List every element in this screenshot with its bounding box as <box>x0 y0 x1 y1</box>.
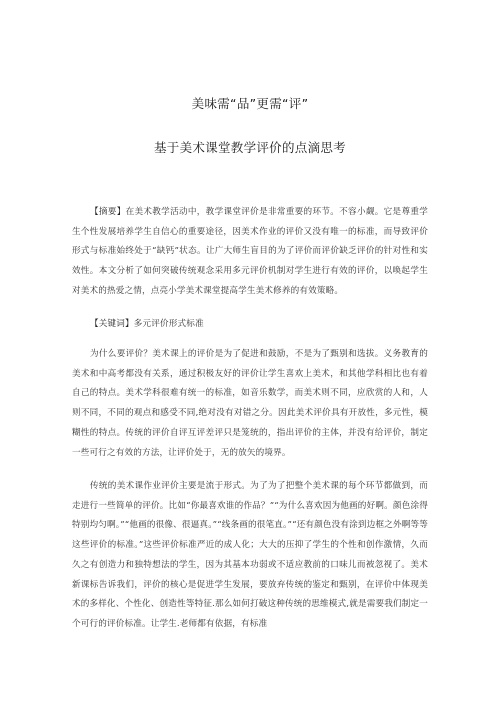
abstract-paragraph <box>72 203 428 302</box>
document-subtitle: 基于美术课堂教学评价的点滴思考 <box>153 140 346 155</box>
abstract-label: 【摘要】 <box>90 207 126 217</box>
body-paragraph-2 <box>72 477 428 635</box>
abstract-section <box>72 203 428 302</box>
paragraph-text: 为什么要评价？美术课上的评价是为了促进和鼓励，不是为了甄别和选拔。义务教育的美术和中高考都没有关系，通过积极友好的评价让学生喜欢上美术，和其他学科相比也有着自己的特点。美术学科很难有统一的标准，如音乐数学，而美术则不同，应欣赏的人和，人则不同，不同的观点和感受不同,绝对没有对错之分。因此美术评价具有开放性，多元性，模糊性的特点。传统的评价自评互评差评只是笼统的，指出评价的主体，并没有给评价，制定一些可行之有效的方法，让评价处于，无的放矢的境界。 <box>72 349 428 458</box>
paragraph-text: 传统的美术课作业评价主要是流于形式。为了为了把整个美术课的每个环节都做到，而走进行一些简单的评价。比如“你最喜欢谁的作品？”“为什么喜欢因为他画的好啊。颜色涂得特别均匀啊。”“他画的很像、很逼真。”“线条画的很笔直。”“还有颜色没有涂到边框之外啊等等这些评价的标准。”这些评价标准严近的成人化；大大的压抑了学生的个性和创作激情，久而久之有创造力和独特想法的学生，因为其基本功弱或不适应教前的口味儿而被忽视了。美术新课标告诉我们，评价的核心是促进学生发展，要放弃传统的鉴定和甄别，在评价中体现美术的多样化、个性化、创造性等特征.那么如何打破这种传统的思维模式,就是需要我们制定一个可行的评价标准。让学生.老师都有依据，有标准 <box>72 481 428 629</box>
document-title: 美味需“品”更需“评” <box>191 96 309 111</box>
keywords-label: 【关键词】 <box>90 319 134 329</box>
body-paragraph-1 <box>72 345 428 463</box>
keywords-section <box>72 315 428 335</box>
keywords-text: 多元评价形式标准 <box>133 319 204 329</box>
abstract-text: 在美术教学活动中，教学课堂评价是非常重要的环节。不容小觑。它是尊重学生个性发展培养学生自信心的重要途径，因美术作业的评价又没有唯一的标准，而导致评价形式与标准始终处于“缺钙”状态。让广大师生盲目的为了评价而评价缺乏评价的针对性和实效性。本文分析了如何突破传统观念采用多元评价机制对学生进行有效的评价，以唤起学生对美术的热爱之情，点亮小学美术课堂提高学生美术修养的有效策略。 <box>72 207 428 296</box>
keywords-paragraph <box>72 315 428 335</box>
